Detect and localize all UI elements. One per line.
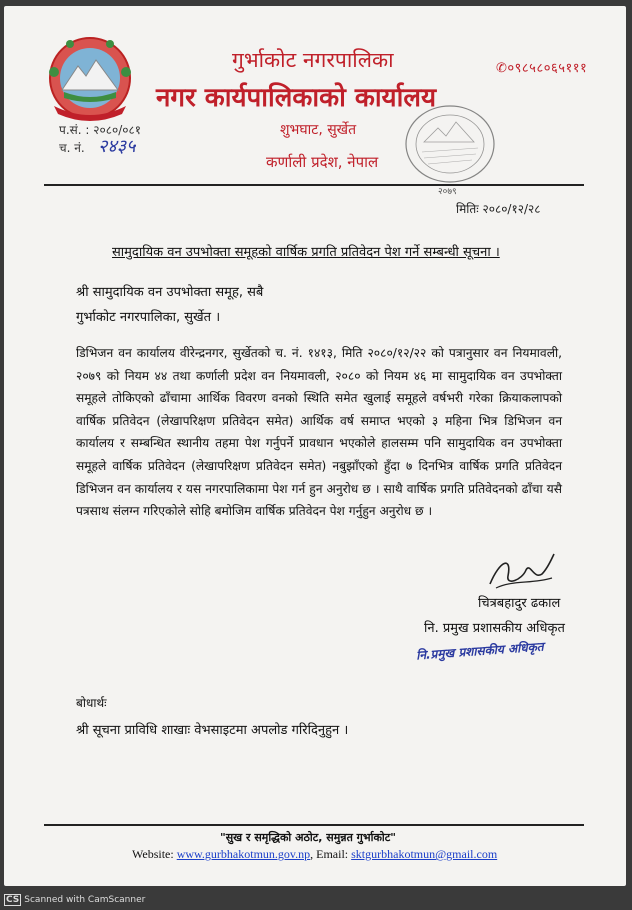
nepal-emblem-icon xyxy=(40,32,140,126)
stamp-number: २०७९ xyxy=(438,187,457,197)
letter-number: २४३५ xyxy=(98,136,136,157)
phone-number xyxy=(496,58,587,76)
website-link[interactable]: www.gurbhakotmun.gov.np xyxy=(176,847,311,861)
cc-label: बोधार्थः xyxy=(76,696,107,710)
letter-page xyxy=(4,6,626,886)
recipient-line-1: श्री सामुदायिक वन उपभोक्ता समूह, सबै xyxy=(76,285,264,300)
fiscal-year: प.सं. : २०८०/०८१ xyxy=(59,123,141,137)
letter-subject: सामुदायिक वन उपभोक्ता समूहको वार्षिक प्रगति प्रतिवेदन पेश गर्ने सम्बन्धी सूचना । xyxy=(112,245,500,260)
office-name: नगर कार्यपालिकाको कार्यालय xyxy=(156,83,437,113)
signature-icon xyxy=(482,550,562,596)
office-stamp-icon xyxy=(402,102,498,186)
scanner-text: Scanned with CamScanner xyxy=(24,895,146,905)
municipality-name: गुर्भाकोट नगरपालिका xyxy=(232,48,394,72)
footer-divider xyxy=(44,824,584,826)
recipient-line-2: गुर्भाकोट नगरपालिका, सुर्खेत । xyxy=(76,310,221,325)
cc-item: श्री सूचना प्राविधि शाखाः वेभसाइटमा अपलोड गरिदिनुहुन । xyxy=(76,723,349,738)
signatory-stamp: नि.प्रमुख प्रशासकीय अधिकृत xyxy=(415,639,545,663)
signatory-title: नि. प्रमुख प्रशासकीय अधिकृत xyxy=(424,621,565,636)
website-label: Website: xyxy=(132,847,177,861)
office-province: कर्णाली प्रदेश, नेपाल xyxy=(266,153,379,171)
letter-number-label: च. नं. xyxy=(59,141,85,155)
office-location: शुभघाट, सुर्खेत xyxy=(280,122,357,138)
letter-date: मितिः २०८०/१२/२८ xyxy=(456,202,541,216)
email-label: , Email: xyxy=(310,847,352,861)
letter-body: डिभिजन वन कार्यालय वीरेन्द्रनगर, सुर्खेतको च. नं. १४१३, मिति २०८०/१२/२२ को पत्रानुसार वन नियमावली, २०७९ को नियम ४४ तथा कर्णाली प्रदेश वन नियमावली, २०८० को नियम ४६ मा सामुदायिक वन उपभोक्ता समूहले तोकिएको ढाँचामा आर्थिक विवरण वनको स्थिति समेत खुलाई समूहले वर्षभरी गरेका क्रियाकलापको वार्षिक प्रतिवेदन (लेखापरिक्षण प्रतिवेदन समेत) आर्थिक वर्ष समाप्त भएको ३ महिना भित्र डिभिजन वन कार्यालय र सम्बन्धित स्थानीय तहमा पेश गर्नुपर्ने प्रावधान भएकोले हालसम्म पनि सामुदायिक वन उपभोक्ता समूहले वार्षिक प्रतिवेदन (लेखापरिक्षण प्रतिवेदन समेत) नबुझाँएको हुँदा ७ दिनभित्र वार्षिक प्रगति प्रतिवेदन डिभिजन वन कार्यालय र यस नगरपालिकामा पेश गर्न हुन अनुरोध छ । साथै वार्षिक प्रगति प्रतिवेदनको ढाँचा यसै पत्रसाथ संलग्न गरिएकोले सोहि बमोजिम वार्षिक प्रतिवेदन पेश गर्नुहुन अनुरोध छ । xyxy=(76,346,562,519)
footer-contact xyxy=(132,847,497,862)
phone-icon: ✆ xyxy=(496,61,508,76)
footer-motto: "सुख र समृद्धिको अठोट, समुन्नत गुर्भाकोट" xyxy=(220,831,397,844)
camscanner-badge: CS xyxy=(6,895,20,905)
email-link[interactable]: sktgurbhakotmun@gmail.com xyxy=(351,847,498,861)
scanner-watermark xyxy=(4,894,145,906)
phone-number-text: ०९८५८०६५१११ xyxy=(507,61,588,76)
header-divider xyxy=(44,184,584,186)
signatory-name: चित्रबहादुर ढकाल xyxy=(478,596,561,611)
